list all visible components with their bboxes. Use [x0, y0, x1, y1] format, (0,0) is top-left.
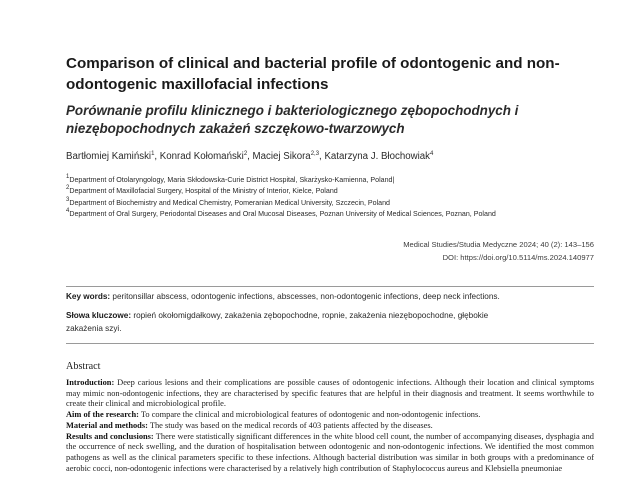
abstract-introduction	[66, 378, 594, 410]
author-name: Bartłomiej Kamiński	[66, 151, 152, 162]
affiliation-list	[66, 175, 636, 220]
author-separator: ,	[154, 151, 160, 162]
polish-keywords-continuation: zakażenia szyi.	[66, 324, 122, 333]
affiliation-text: Department of Oral Surgery, Periodontal Diseases and Oral Mucosal Diseases, Poznan University of Medical Sciences, Poznan, Poland	[69, 209, 496, 218]
abstract-heading: Abstract	[66, 361, 101, 372]
author-affiliation-marker: 2	[243, 151, 248, 157]
author-affiliation-marker: 2,3	[310, 151, 320, 157]
paper-title: Comparison of clinical and bacterial profile of odontogenic and non-odontogenic maxillofacial infections	[66, 55, 560, 93]
author-name: Konrad Kołomański	[159, 151, 244, 162]
aim-text: To compare the clinical and microbiological features of odontogenic and non-odontogenic infections.	[140, 410, 481, 420]
results-label: Results and conclusions:	[66, 431, 154, 441]
abstract-methods	[66, 421, 594, 432]
affiliation-item	[66, 186, 636, 197]
abstract-aim	[66, 410, 594, 421]
divider	[66, 343, 594, 344]
aim-label: Aim of the research:	[66, 410, 139, 420]
affiliation-text: Department of Biochemistry and Medical Chemistry, Pomeranian Medical University, Szczecin, Poland	[69, 198, 391, 207]
author-affiliation-marker: 1	[151, 151, 155, 157]
methods-text: The study was based on the medical records of 403 patients affected by the diseases.	[149, 420, 433, 430]
divider	[66, 286, 594, 287]
affiliation-item	[66, 175, 636, 186]
author-name: Maciej Sikora	[252, 151, 311, 162]
affiliation-text: Department of Maxillofacial Surgery, Hospital of the Ministry of Interior, Kielce, Poland	[69, 187, 338, 196]
author-separator: ,	[247, 151, 253, 162]
polish-keywords-text: ropień okołomigdałkowy, zakażenia zębopochodne, ropnie, zakażenia niezębopochodne, głębokie	[133, 311, 489, 320]
affiliation-marker: 4	[66, 207, 70, 214]
keywords-text: peritonsillar abscess, odontogenic infections, abscesses, non-odontogenic infections, deep neck infections.	[112, 292, 500, 301]
introduction-label: Introduction:	[66, 378, 115, 387]
keywords-label: Key words:	[66, 292, 111, 301]
affiliation-marker: 1	[66, 174, 70, 180]
polish-keywords-label: Słowa kluczowe:	[66, 311, 132, 320]
affiliation-item	[66, 198, 636, 209]
abstract-body	[66, 378, 594, 474]
affiliation-item	[66, 209, 636, 220]
journal-citation	[403, 238, 594, 264]
keywords-line	[66, 290, 606, 303]
affiliation-text: Department of Otolaryngology, Maria Skłodowska-Curie District Hospital, Skarżysko-Kamienna, Poland|	[69, 176, 395, 184]
abstract-results	[66, 432, 594, 475]
affiliation-marker: 3	[66, 196, 70, 203]
journal-reference: Medical Studies/Studia Medyczne 2024; 40 (2): 143–156	[403, 240, 594, 249]
polish-keywords-line	[66, 309, 606, 322]
author-affiliation-marker: 4	[429, 151, 434, 157]
introduction-text: Deep carious lesions and their complications are possible causes of odontogenic infections. Although their location and clinical symptoms may mimic non-odontogenic infections, they are characterised by specific features that are helpful in their diagnosis and treatment. It seems worthwhile to create their clinical and microbiological profile.	[66, 378, 595, 409]
author-list	[66, 150, 626, 163]
paper-subtitle-polish: Porównanie profilu klinicznego i bakteriologicznego zębopochodnych i niezębopochodnych zakażeń szczękowo-twarzowych	[66, 103, 519, 136]
author-name: Katarzyna J. Błochowiak	[324, 151, 430, 162]
results-text: There were statistically significant differences in the white blood cell count, the number of accompanying diseases, dysphagia and the occurrence of neck swelling, and the duration of hospitalisation between odontogenic and non-odontogenic infections. We identified the most common pathogens as well as the clinical parameters specific to these infections. Although bacterial distribution was similar in both groups with a predominance of aerobic cocci, non-odontogenic infections were characterised by a relatively high contribution of Staphylococcus aureus and Klebsiella pneumoniae	[66, 431, 594, 473]
affiliation-marker: 2	[66, 185, 70, 192]
author-separator: ,	[319, 151, 325, 162]
doi-link[interactable]: DOI: https://doi.org/10.5114/ms.2024.140977	[442, 253, 594, 262]
polish-keywords	[66, 309, 606, 335]
methods-label: Material and methods:	[66, 420, 148, 430]
